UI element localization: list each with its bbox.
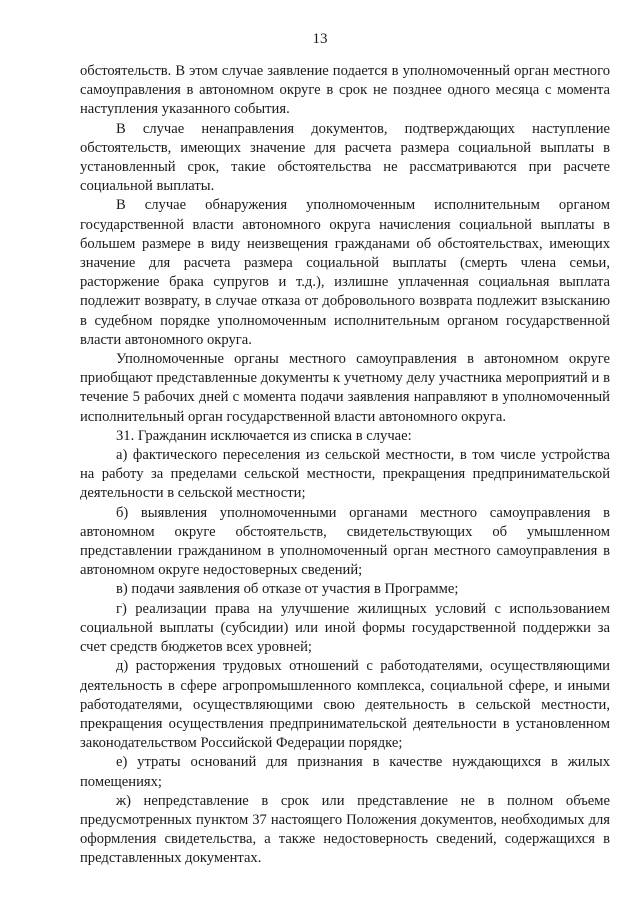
page-number: 13 xyxy=(312,31,328,47)
paragraph-documents-not-sent: В случае ненаправления документов, подтверждающих наступление обстоятельств, имеющих значение для расчета размера социальной выплаты в установленный срок, такие обстоятельства не рассматриваются при расчете социальной выплаты. xyxy=(80,120,610,195)
paragraph-overpayment-return: В случае обнаружения уполномоченным исполнительным органом государственной власти автономного округа начисления социальной выплаты в большем размере в виду неизвещения гражданами об обстоятельствах, имеющих значение для расчета размера социальной выплаты (смерть члена семьи, расторжение брака супругов и т.д.), излишне уплаченная социальная выплата подлежит возврату, в случае отказа от добровольного возврата подлежит взысканию в судебном порядке уполномоченным исполнительным органом государственной власти автономного округа. xyxy=(80,197,610,348)
paragraph-continuation: обстоятельств. В этом случае заявление подается в уполномоченный орган местного самоуправления в автономном округе в срок не позднее одного месяца с момента наступления указанного события. xyxy=(80,63,610,118)
list-item-a: а) фактического переселения из сельской местности, в том числе устройства на работу за пределами сельской местности, прекращения предпринимательской деятельности в сельской местности; xyxy=(80,447,610,502)
list-item-v: в) подачи заявления об отказе от участия в Программе; xyxy=(116,581,459,598)
list-item-zh: ж) непредставление в срок или представление не в полном объеме предусмотренных пунктом 37 настоящего Положения документов, необходимых для оформления свидетельства, а также недостоверность сведений, содержащихся в представленных документах. xyxy=(80,792,610,867)
list-item-g: г) реализации права на улучшение жилищных условий с использованием социальной выплаты (субсидии) или иной формы государственной поддержки за счет средств бюджетов всех уровней; xyxy=(80,600,610,656)
clause-31-heading: 31. Гражданин исключается из списка в случае: xyxy=(116,427,412,444)
list-item-d: д) расторжения трудовых отношений с работодателями, осуществляющими деятельность в сфере агропромышленного комплекса, социальной сфере, и иными работодателями, осуществляющими свою деятельность в сельской местности, прекращения осуществления предпринимательской деятельности в установленном законодательством Российской Федерации порядке; xyxy=(80,658,610,752)
document-body xyxy=(80,62,610,869)
list-item-b: б) выявления уполномоченными органами местного самоуправления в автономном округе обстоятельств, свидетельствующих об умышленном представлении гражданином в уполномоченный орган местного самоуправления в автономном округе недостоверных сведений; xyxy=(80,504,610,579)
list-item-e: е) утраты оснований для признания в качестве нуждающихся в жилых помещениях; xyxy=(80,754,610,790)
paragraph-documents-attached: Уполномоченные органы местного самоуправления в автономном округе приобщают представленные документы к учетному делу участника мероприятий и в течение 5 рабочих дней с момента подачи заявления направляют в уполномоченный исполнительный орган государственной власти автономного округа. xyxy=(80,351,610,425)
